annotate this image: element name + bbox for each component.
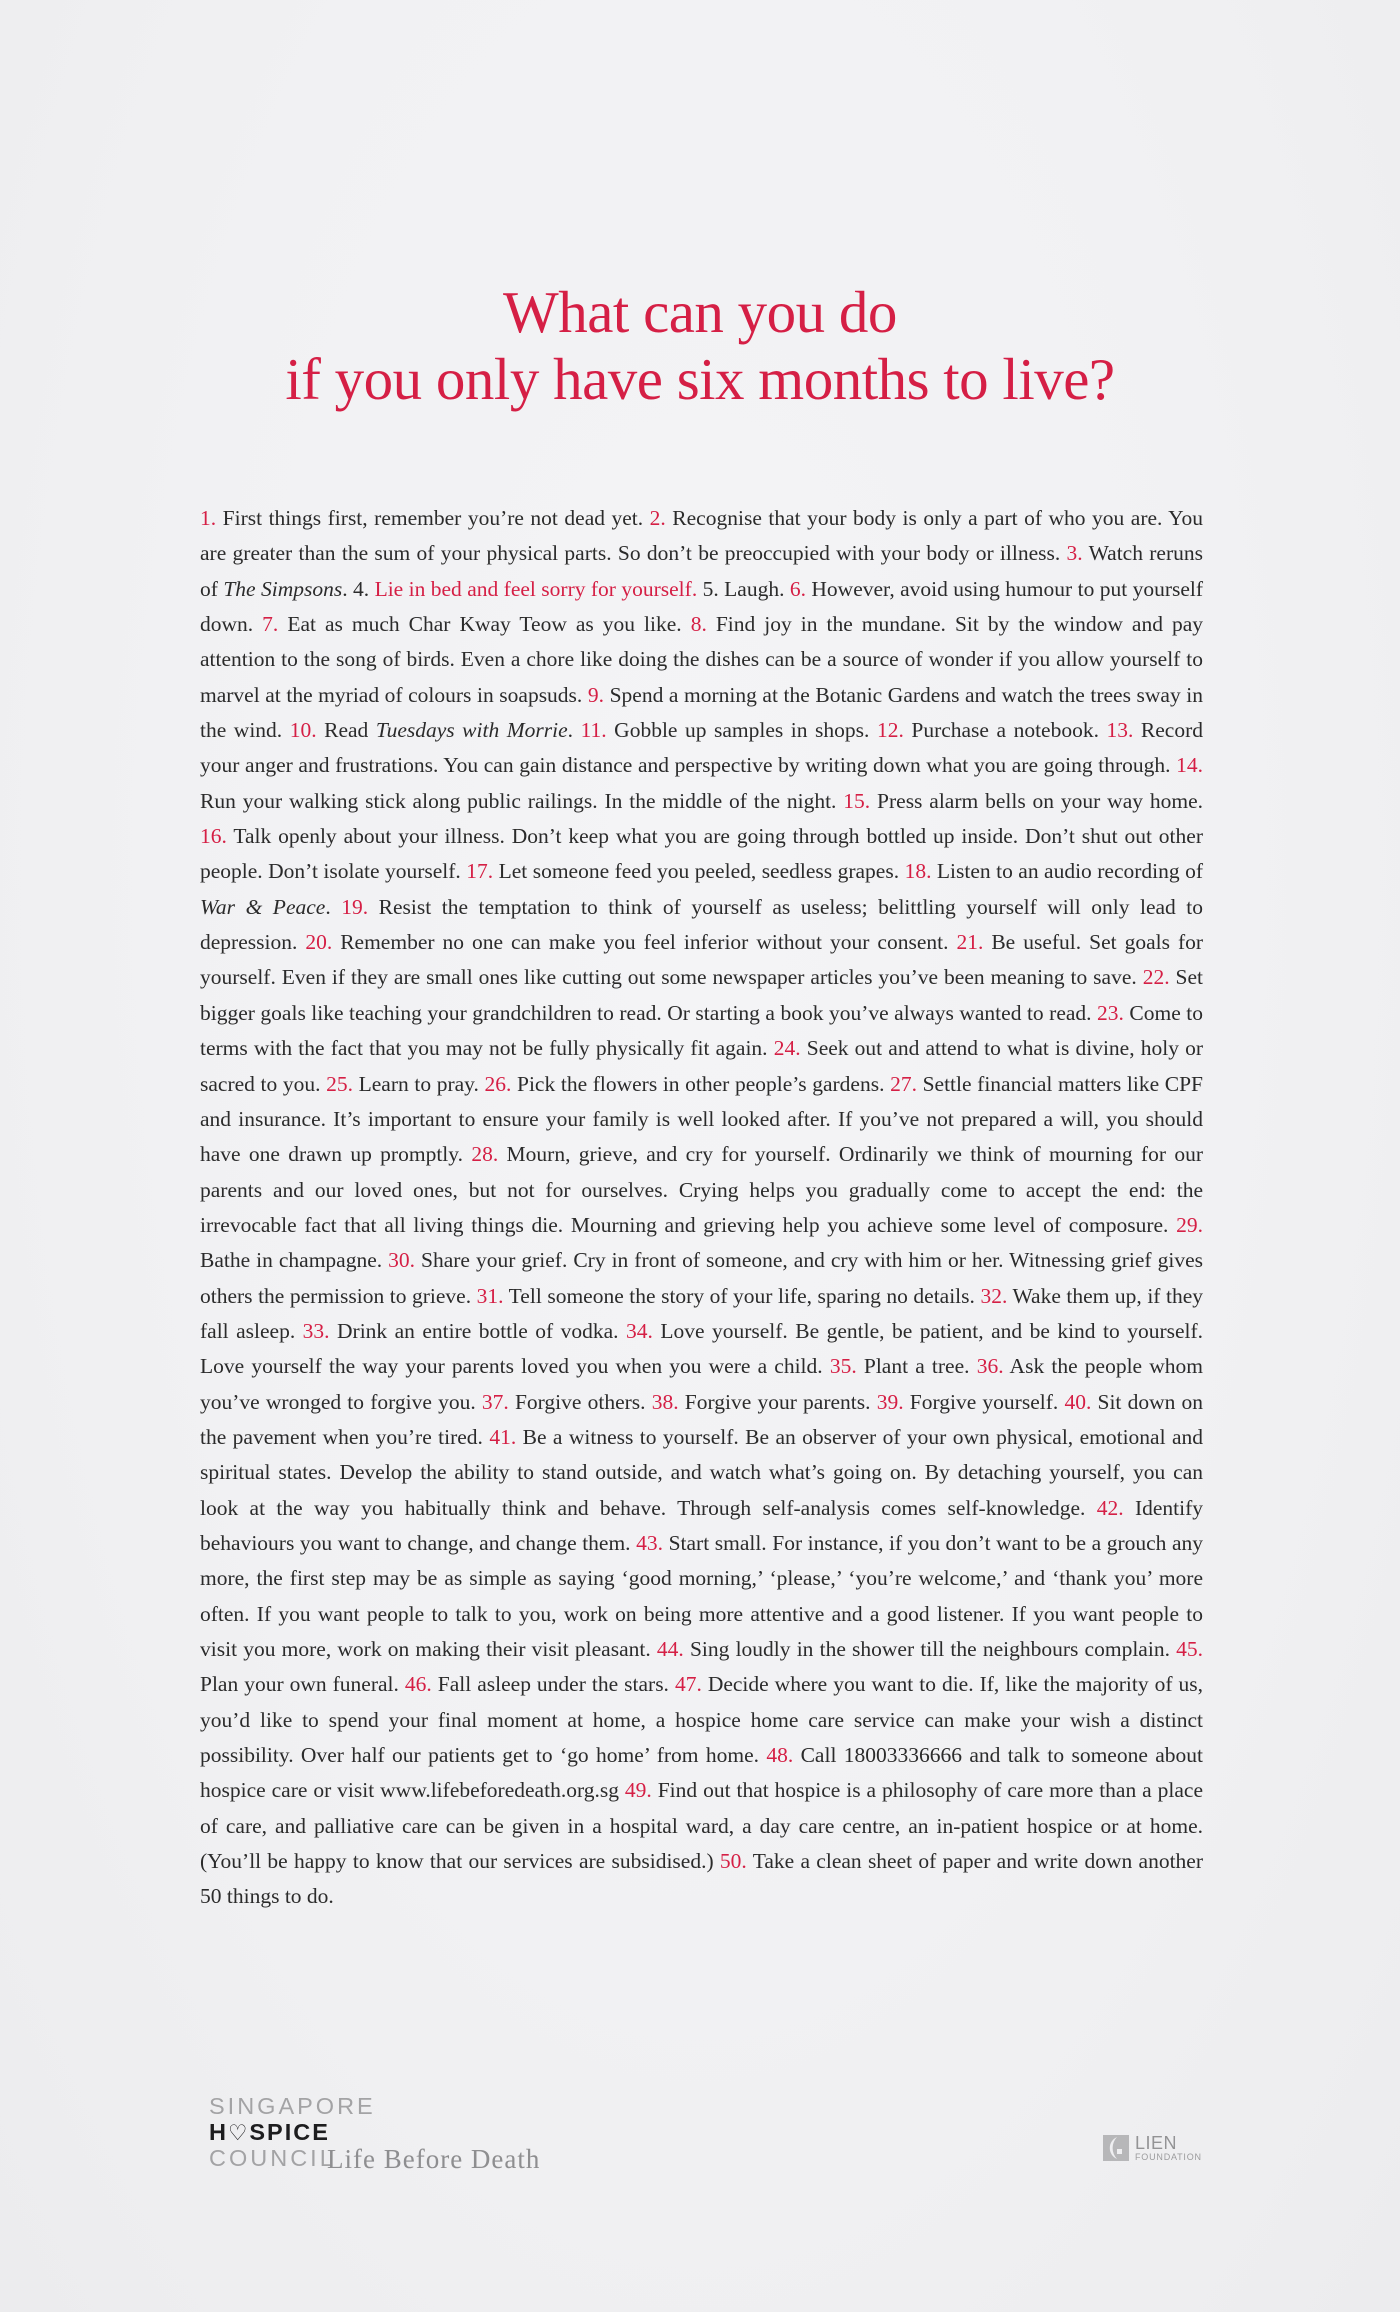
body-segment: Start small. For instance, if you don’t want to be a grouch any more, the first step may be as simple as saying ‘good morning,’ ‘please,’ ‘you’re welcome,’ and ‘thank you’ more often. If you want people to talk to you, work on being more attentive and a good listener. If you want people to visit you more, work on making their visit pleasant. xyxy=(200,1530,1203,1661)
body-segment: Spend a morning at the Botanic Gardens and watch the trees sway in the wind. xyxy=(200,682,1203,743)
body-segment: 31. xyxy=(476,1283,509,1308)
body-segment: Talk openly about your illness. Don’t keep what you are going through bottled up inside. Don’t shut out other people. Don’t isolate yourself. xyxy=(200,824,1203,884)
body-segment: 22. xyxy=(1142,965,1176,990)
body-segment: 36. xyxy=(976,1354,1010,1379)
body-segment: However, avoid using humour to put yourself down. xyxy=(200,576,1204,637)
body-segment: 42. xyxy=(1096,1495,1135,1520)
body-segment: Be useful. Set goals for yourself. Even if they are small ones like cutting out some newspaper articles you’ve been meaning to save. xyxy=(200,930,1204,990)
lien-name: LIEN xyxy=(1135,2133,1178,2153)
body-segment: Come to terms with the fact that you may not be fully physically fit again. xyxy=(200,1000,1203,1061)
body-segment: 25. xyxy=(326,1071,359,1096)
shc-logo-singapore: SINGAPORE xyxy=(209,2093,376,2119)
lien-foundation-logo xyxy=(1103,2135,1202,2163)
body-segment: 12. xyxy=(876,718,912,743)
body-segment: Bathe in champagne. xyxy=(200,1248,389,1273)
title-line-1: What can you do xyxy=(503,279,897,345)
body-segment: 29. xyxy=(1176,1212,1203,1237)
body-segment: Purchase a notebook. xyxy=(911,718,1107,743)
body-segment: . xyxy=(342,576,354,601)
body-segment: 24. xyxy=(773,1036,807,1061)
title-line-2: if you only have six months to live? xyxy=(285,346,1115,412)
body-segment: 45. xyxy=(1176,1637,1203,1661)
body-text xyxy=(200,501,1203,1915)
body-segment: Run your walking stick along public railings. In the middle of the night. xyxy=(200,788,844,813)
body-segment: Find out that hospice is a philosophy of care more than a place of care, and palliative care can be given in a hospital ward, a day care centre, an in-patient hospice or at home. (You’ll be happy to know that our services are subsidised.) xyxy=(200,1778,1203,1874)
body-segment: Plant a tree. xyxy=(863,1354,977,1379)
tagline: Life Before Death xyxy=(327,2144,541,2174)
body-segment: 39. xyxy=(876,1389,910,1414)
body-segment: Listen to an audio recording of xyxy=(936,859,1204,884)
body-segment: 34. xyxy=(625,1318,661,1343)
body-segment: 4. xyxy=(353,576,375,601)
body-segment: 44. xyxy=(656,1637,690,1661)
body-segment: 50. xyxy=(719,1849,753,1874)
body-segment: Tuesdays with Morrie xyxy=(375,718,568,743)
body-segment: Remember no one can make you feel inferior without your consent. xyxy=(340,930,957,955)
page-title xyxy=(0,279,1400,413)
body-segment: 41. xyxy=(489,1424,523,1449)
body-segment: 27. xyxy=(890,1071,923,1096)
body-segment: 19. xyxy=(341,894,379,919)
body-segment: 15. xyxy=(843,788,878,813)
body-segment: Find joy in the mundane. Sit by the window and pay attention to the song of birds. Even a chore like doing the dishes can be a source of wonder if you allow yourself to marvel at the myriad of colours in soapsuds. xyxy=(200,612,1204,707)
body-segment: Seek out and attend to what is divine, holy or sacred to you. xyxy=(200,1036,1204,1096)
body-segment: 9. xyxy=(587,682,610,707)
body-segment: Settle financial matters like CPF and insurance. It’s important to ensure your family is well looked after. If you’ve not prepared a will, you should have one drawn up promptly. xyxy=(200,1071,1203,1167)
body-segment: Forgive others. xyxy=(514,1389,652,1414)
body-segment: Watch reruns of xyxy=(200,541,1203,601)
body-segment: 16. xyxy=(200,824,234,849)
body-segment: Forgive your parents. xyxy=(684,1389,877,1414)
body-segment: 38. xyxy=(651,1389,685,1414)
body-segment: Sing loudly in the shower till the neighbours complain. xyxy=(689,1637,1177,1661)
shc-logo-council: COUNCIL xyxy=(209,2145,336,2171)
body-segment: Lie in bed and feel sorry for yourself. xyxy=(374,576,703,601)
body-segment: The Simpsons xyxy=(223,576,343,601)
body-segment: Identify behaviours you want to change, and change them. xyxy=(200,1495,1203,1555)
body-segment: 35. xyxy=(829,1354,864,1379)
body-segment: Set bigger goals like teaching your grandchildren to read. Or starting a book you’ve always wanted to read. xyxy=(200,965,1203,1025)
body-segment: Press alarm bells on your way home. xyxy=(877,788,1203,813)
body-segment: Be a witness to yourself. Be an observer of your own physical, emotional and spiritual states. Develop the ability to stand outside, and watch what’s going on. By detaching yourself, you can look at the way you habitually think and behave. Through self-analysis comes self-knowledge. xyxy=(200,1424,1204,1520)
body-segment: 28. xyxy=(471,1142,507,1167)
body-segment: Recognise that your body is only a part of who you are. You are greater than the sum of your physical parts. So don’t be preoccupied with your body or illness. xyxy=(200,506,1204,566)
body-segment: 33. xyxy=(302,1318,338,1343)
body-segment: Gobble up samples in shops. xyxy=(614,718,877,743)
body-segment: 46. xyxy=(404,1672,438,1697)
body-segment: 26. xyxy=(484,1071,517,1096)
body-segment: 21. xyxy=(956,930,992,955)
body-segment: . xyxy=(325,894,342,919)
body-segment: 1. xyxy=(200,506,223,530)
body-segment: 7. xyxy=(262,612,288,637)
body-segment: 6. xyxy=(789,576,812,601)
body-segment: Take a clean sheet of paper and write down another 50 things to do. xyxy=(200,1849,1203,1909)
body-segment: Call 18003336666 and talk to someone about hospice care or visit www.lifebeforedeath.org.sg xyxy=(200,1743,1204,1803)
body-segment: Fall asleep under the stars. xyxy=(437,1672,675,1697)
body-segment: Share your grief. Cry in front of someone, and cry with him or her. Witnessing grief gives others the permission to grieve. xyxy=(200,1248,1203,1308)
shc-logo-hospice: H♡SPICE xyxy=(209,2118,330,2146)
body-segment: Sit down on the pavement when you’re tired. xyxy=(200,1389,1204,1449)
body-segment: 47. xyxy=(674,1672,708,1697)
body-segment: Pick the flowers in other people’s gardens. xyxy=(517,1071,891,1096)
body-segment: 37. xyxy=(481,1389,515,1414)
body-segment: 3. xyxy=(1066,541,1089,566)
body-segment: 17. xyxy=(466,859,499,884)
body-segment: 13. xyxy=(1106,718,1141,743)
body-segment: War & Peace xyxy=(200,894,326,919)
body-segment: 43. xyxy=(636,1530,669,1555)
lien-foundation-logo-icon xyxy=(1103,2135,1129,2161)
body-segment: 14. xyxy=(1176,753,1203,778)
body-segment: 10. xyxy=(289,718,325,743)
body-segment: 5. Laugh. xyxy=(702,576,790,601)
body-segment: 30. xyxy=(388,1248,422,1273)
lien-sub: FOUNDATION xyxy=(1135,2152,1202,2162)
body-segment: 8. xyxy=(690,612,716,637)
body-segment: . xyxy=(567,718,581,743)
body-segment: 23. xyxy=(1097,1000,1130,1025)
body-segment: Ask the people whom you’ve wronged to forgive you. xyxy=(200,1354,1203,1414)
body-segment: Forgive yourself. xyxy=(909,1389,1065,1414)
body-segment: Let someone feed you peeled, seedless grapes. xyxy=(498,859,905,884)
body-segment: 49. xyxy=(624,1778,658,1803)
body-segment: Resist the temptation to think of yourself as useless; belittling yourself will only lead to depression. xyxy=(200,894,1204,955)
body-segment: 2. xyxy=(649,506,673,530)
body-segment: Tell someone the story of your life, sparing no details. xyxy=(508,1283,981,1308)
body-segment: Plan your own funeral. xyxy=(200,1672,405,1697)
body-segment: 48. xyxy=(766,1743,801,1768)
body-segment: Love yourself. Be gentle, be patient, and be kind to yourself. Love yourself the way your parents loved you when you were a child. xyxy=(200,1318,1204,1379)
body-segment: Learn to pray. xyxy=(358,1071,485,1096)
body-segment: Decide where you want to die. If, like the majority of us, you’d like to spend your final moment at home, a hospice home care service can make your wish a distinct possibility. Over half our patients get to ‘go home’ from home. xyxy=(200,1672,1204,1768)
body-segment: 11. xyxy=(580,718,615,743)
hospice-heart-o-icon: ♡ xyxy=(227,2120,250,2146)
body-segment: First things first, remember you’re not dead yet. xyxy=(222,506,650,530)
body-segment: Record your anger and frustrations. You can gain distance and perspective by writing down what you are going through. xyxy=(200,718,1203,778)
body-segment: 20. xyxy=(305,930,341,955)
body-segment: Wake them up, if they fall asleep. xyxy=(200,1283,1204,1343)
body-segment: Mourn, grieve, and cry for yourself. Ordinarily we think of mourning for our parents and our loved ones, but not for ourselves. Crying helps you gradually come to accept the end: the irrevocable fact that all living things die. Mourning and grieving help you achieve some level of composure. xyxy=(200,1142,1203,1237)
body-segment: Eat as much Char Kway Teow as you like. xyxy=(287,612,691,637)
body-segment: 40. xyxy=(1064,1389,1098,1414)
body-segment: 32. xyxy=(980,1283,1013,1308)
body-segment: Drink an entire bottle of vodka. xyxy=(337,1318,626,1343)
body-segment: 18. xyxy=(904,859,937,884)
body-segment: Read xyxy=(324,718,376,743)
